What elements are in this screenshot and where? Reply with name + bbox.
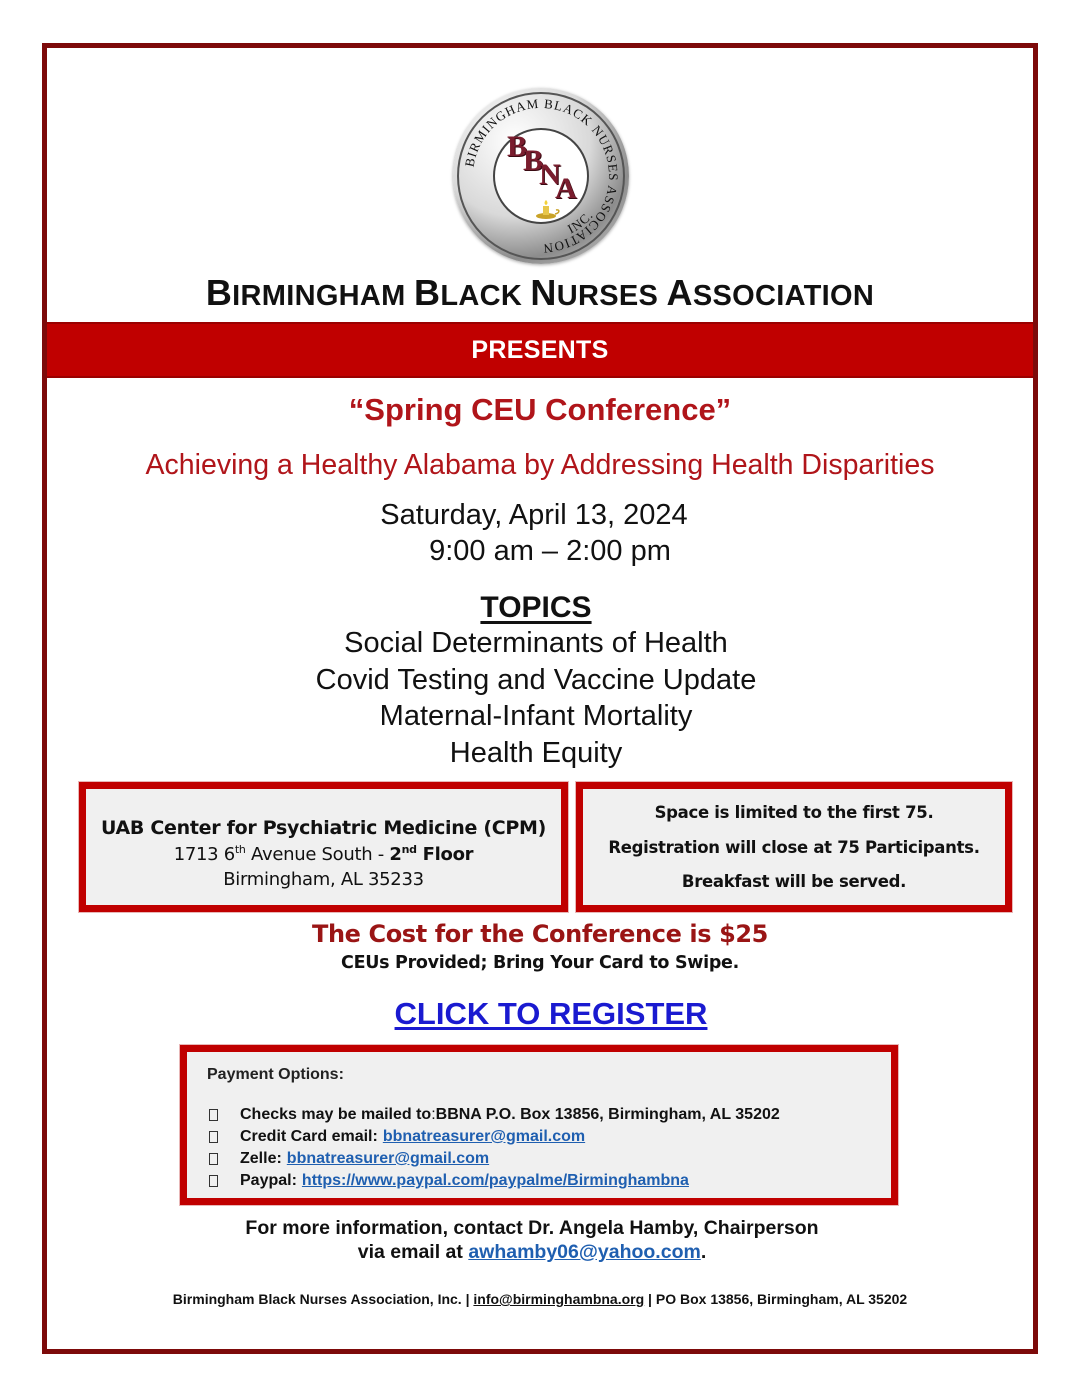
payment-item-checks (207, 1104, 891, 1126)
org-title-initial: A (666, 272, 693, 313)
org-title (0, 272, 1080, 314)
paypal-link[interactable]: https://www.paypal.com/paypalme/Birminghambna (301, 1172, 689, 1189)
venue-floor-number: 2 (389, 844, 402, 865)
capacity-box (576, 782, 1012, 912)
org-title-word: SSOCIATION (692, 280, 875, 312)
org-title-initial: B (414, 272, 441, 313)
register-link[interactable] (0, 996, 1080, 1032)
contact-email-suffix: . (700, 1241, 707, 1263)
venue-name: UAB Center for Psychiatric Medicine (CPM) (100, 817, 547, 839)
contact-line: For more information, contact Dr. Angela Hamby, Chairperson (245, 1217, 819, 1239)
venue-street-number: 1713 6 (173, 844, 235, 865)
credit-card-email-link[interactable]: bbnatreasurer@gmail.com (382, 1128, 586, 1145)
payment-item-paypal (207, 1170, 891, 1192)
payment-item-credit-card (207, 1126, 891, 1148)
capacity-limit: Space is limited to the first 75. (654, 803, 934, 822)
checkbox-bullet-icon (209, 1109, 218, 1121)
payment-label: Zelle: (240, 1150, 282, 1167)
payment-value: BBNA P.O. Box 13856, Birmingham, AL 35202 (435, 1106, 780, 1123)
contact-email-line (0, 1241, 1072, 1264)
topic-item: Covid Testing and Vaccine Update (315, 664, 757, 696)
candle-lamp-icon (535, 200, 561, 220)
checkbox-bullet-icon (209, 1153, 218, 1165)
org-title-word: IRMINGHAM (232, 280, 414, 312)
logo-letter: B (507, 130, 528, 163)
org-title-initial: B (205, 272, 233, 313)
conference-subtitle: Achieving a Healthy Alabama by Addressing Health Disparities (145, 449, 935, 481)
cost-headline: The Cost for the Conference is $25 (312, 920, 768, 948)
payment-options-box (180, 1045, 898, 1205)
footer-email-link[interactable]: info@birminghambna.org (473, 1291, 645, 1307)
venue-box (79, 782, 568, 912)
topic-item: Health Equity (449, 737, 623, 769)
presents-banner (47, 322, 1033, 378)
org-title-word: URSES (556, 280, 667, 312)
venue-city: Birmingham, AL 35233 (223, 869, 424, 890)
payment-separator: : (431, 1106, 436, 1123)
payment-label: Credit Card email: (240, 1128, 378, 1145)
org-title-word: LACK (440, 280, 531, 312)
zelle-email-link[interactable]: bbnatreasurer@gmail.com (286, 1150, 490, 1167)
ordinal-suffix: th (234, 843, 246, 856)
event-time: 9:00 am – 2:00 pm (429, 535, 671, 567)
logo-letter: N (539, 158, 561, 191)
svg-text:INC.: INC. (564, 207, 597, 237)
payment-label: Paypal: (240, 1172, 297, 1189)
payment-label: Checks may be mailed to (240, 1106, 432, 1123)
register-link-label[interactable]: CLICK TO REGISTER (394, 996, 708, 1031)
venue-street-name: Avenue South - (245, 844, 390, 865)
ordinal-suffix: nd (401, 843, 417, 856)
org-title-initial: N (530, 272, 557, 313)
payment-heading: Payment Options: (207, 1066, 344, 1083)
topics-heading: TOPICS (480, 591, 592, 624)
footer (0, 1291, 1080, 1307)
breakfast-note: Breakfast will be served. (681, 872, 907, 891)
payment-list (207, 1104, 891, 1192)
topic-item: Social Determinants of Health (344, 627, 728, 659)
footer-org: Birmingham Black Nurses Association, Inc. | (172, 1291, 474, 1307)
bbna-logo (453, 88, 629, 264)
topic-item: Maternal-Infant Mortality (379, 700, 693, 732)
presents-label: PRESENTS (471, 335, 609, 364)
payment-item-zelle (207, 1148, 891, 1170)
contact-email-prefix: via email at (357, 1241, 469, 1263)
checkbox-bullet-icon (209, 1175, 218, 1187)
cost-note: CEUs Provided; Bring Your Card to Swipe. (341, 953, 739, 973)
venue-street (86, 843, 561, 865)
checkbox-bullet-icon (209, 1131, 218, 1143)
contact-email-link[interactable]: awhamby06@yahoo.com (468, 1241, 701, 1263)
registration-close-note: Registration will close at 75 Participants. (608, 838, 980, 857)
svg-text:BIRMINGHAM BLACK NURSES ASSOCI: BIRMINGHAM BLACK NURSES ASSOCIATION (461, 95, 622, 257)
logo-letter: B (523, 144, 544, 177)
venue-floor-label: Floor (416, 844, 474, 865)
logo-letter: A (555, 172, 577, 205)
footer-address: | PO Box 13856, Birmingham, AL 35202 (644, 1291, 908, 1307)
event-date: Saturday, April 13, 2024 (380, 499, 688, 531)
conference-title: “Spring CEU Conference” (348, 392, 732, 427)
